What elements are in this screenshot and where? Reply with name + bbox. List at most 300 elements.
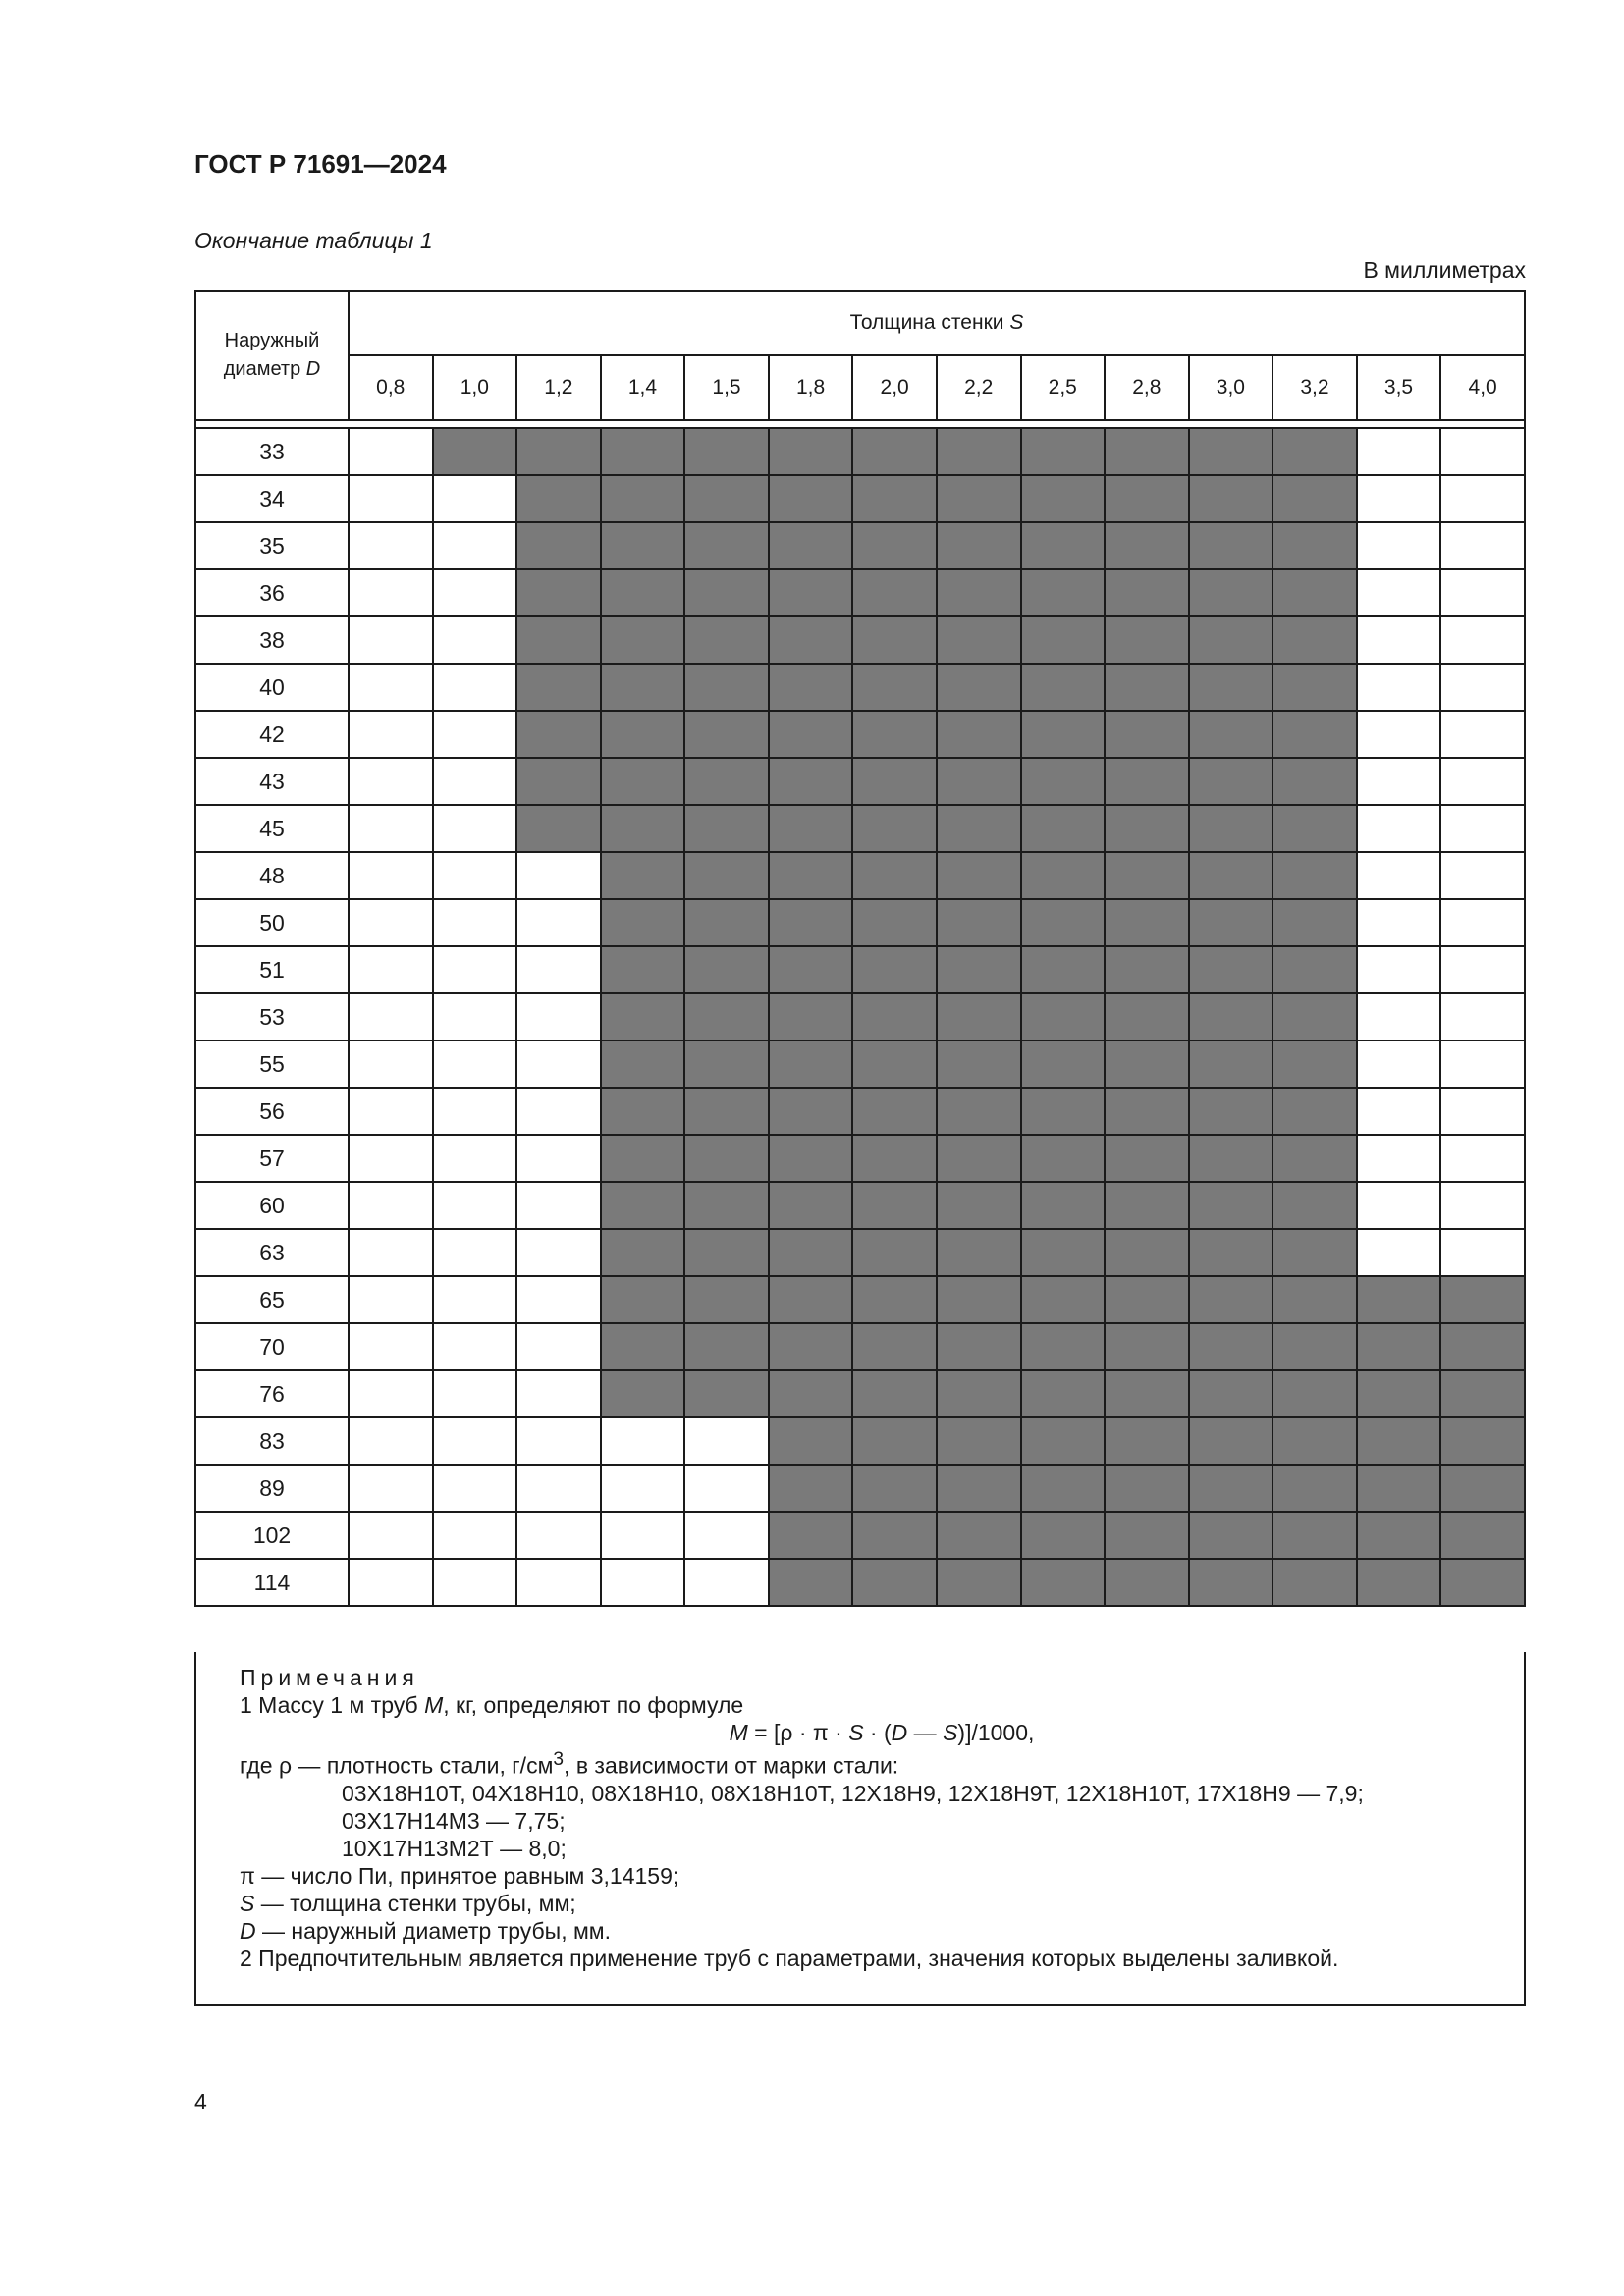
thickness-header-cell: 1,5: [684, 355, 769, 420]
note-1: 1 Массу 1 м труб M, кг, определяют по формуле: [240, 1692, 744, 1718]
preferred-cell: [1272, 1559, 1357, 1606]
note-2: 2 Предпочтительным является применение труб с параметрами, значения которых выделены заливкой.: [240, 1945, 1339, 1971]
preferred-cell: [1189, 946, 1273, 993]
preferred-cell: [852, 1370, 937, 1417]
preferred-cell: [433, 428, 517, 475]
preferred-cell: [1021, 428, 1106, 475]
preferred-cell: [769, 1512, 853, 1559]
preferred-cell: [1440, 1417, 1525, 1465]
preferred-cell: [769, 1323, 853, 1370]
preferred-cell: [1272, 1276, 1357, 1323]
empty-cell: [1357, 428, 1441, 475]
preferred-cell: [769, 805, 853, 852]
preferred-cell: [601, 1088, 685, 1135]
empty-cell: [1357, 805, 1441, 852]
empty-cell: [433, 1323, 517, 1370]
preferred-cell: [684, 1041, 769, 1088]
preferred-cell: [937, 1323, 1021, 1370]
preferred-cell: [684, 569, 769, 616]
empty-cell: [1357, 758, 1441, 805]
preferred-cell: [1105, 1182, 1189, 1229]
empty-cell: [433, 1465, 517, 1512]
preferred-cell: [852, 569, 937, 616]
preferred-cell: [937, 1276, 1021, 1323]
thickness-header-cell: 3,5: [1357, 355, 1441, 420]
empty-cell: [1357, 1135, 1441, 1182]
preferred-cell: [516, 758, 601, 805]
table-row: [195, 1417, 1525, 1465]
pi-definition: π — число Пи, принятое равным 3,14159;: [240, 1862, 679, 1889]
preferred-cell: [1272, 993, 1357, 1041]
empty-cell: [1357, 616, 1441, 664]
preferred-cell: [852, 1512, 937, 1559]
diameter-cell: 38: [195, 616, 349, 664]
preferred-cell: [1189, 1088, 1273, 1135]
preferred-cell: [1189, 1512, 1273, 1559]
preferred-cell: [852, 1135, 937, 1182]
preferred-cell: [684, 852, 769, 899]
diameter-cell: 40: [195, 664, 349, 711]
table-row: [195, 1512, 1525, 1559]
preferred-cell: [1357, 1323, 1441, 1370]
preferred-cell: [1272, 1370, 1357, 1417]
preferred-cell: [1189, 1417, 1273, 1465]
empty-cell: [433, 1559, 517, 1606]
preferred-cell: [769, 899, 853, 946]
preferred-cell: [937, 711, 1021, 758]
preferred-cell: [769, 946, 853, 993]
preferred-cell: [1105, 711, 1189, 758]
preferred-cell: [601, 475, 685, 522]
preferred-cell: [1021, 1276, 1106, 1323]
preferred-cell: [769, 711, 853, 758]
preferred-cell: [937, 1559, 1021, 1606]
preferred-cell: [601, 1229, 685, 1276]
empty-cell: [1440, 805, 1525, 852]
preferred-cell: [1189, 1182, 1273, 1229]
empty-cell: [349, 1559, 433, 1606]
preferred-cell: [684, 1370, 769, 1417]
preferred-cell: [769, 993, 853, 1041]
preferred-cell: [1189, 805, 1273, 852]
empty-cell: [601, 1465, 685, 1512]
preferred-cell: [1105, 993, 1189, 1041]
preferred-cell: [1105, 1041, 1189, 1088]
preferred-cell: [852, 758, 937, 805]
preferred-cell: [852, 1276, 937, 1323]
table-row: [195, 1182, 1525, 1229]
diameter-cell: 50: [195, 899, 349, 946]
preferred-cell: [1189, 899, 1273, 946]
preferred-cell: [1021, 852, 1106, 899]
preferred-cell: [1272, 664, 1357, 711]
table-row: [195, 664, 1525, 711]
preferred-cell: [1021, 1465, 1106, 1512]
preferred-cell: [1357, 1559, 1441, 1606]
table-header: [195, 291, 1525, 420]
empty-cell: [1357, 711, 1441, 758]
table-row: [195, 1135, 1525, 1182]
preferred-cell: [1189, 1559, 1273, 1606]
preferred-cell: [1272, 616, 1357, 664]
preferred-cell: [937, 1041, 1021, 1088]
table-row: [195, 805, 1525, 852]
empty-cell: [1357, 1229, 1441, 1276]
preferred-cell: [852, 1417, 937, 1465]
preferred-cell: [601, 569, 685, 616]
preferred-cell: [769, 522, 853, 569]
preferred-cell: [1440, 1276, 1525, 1323]
preferred-cell: [1272, 1041, 1357, 1088]
empty-cell: [1440, 1088, 1525, 1135]
preferred-cell: [852, 852, 937, 899]
preferred-cell: [1440, 1559, 1525, 1606]
preferred-cell: [601, 522, 685, 569]
empty-cell: [1357, 946, 1441, 993]
preferred-cell: [1357, 1512, 1441, 1559]
empty-cell: [1357, 569, 1441, 616]
thickness-header-cell: 2,2: [937, 355, 1021, 420]
empty-cell: [433, 664, 517, 711]
s-header-label: Толщина стенки: [849, 311, 1004, 334]
empty-cell: [349, 711, 433, 758]
preferred-cell: [1272, 1229, 1357, 1276]
preferred-cell: [1272, 522, 1357, 569]
preferred-cell: [1105, 475, 1189, 522]
empty-cell: [1440, 852, 1525, 899]
preferred-cell: [1021, 993, 1106, 1041]
empty-cell: [684, 1512, 769, 1559]
table-row: [195, 1370, 1525, 1417]
table-row: [195, 1276, 1525, 1323]
preferred-cell: [684, 475, 769, 522]
preferred-cell: [769, 1041, 853, 1088]
table-row: [195, 711, 1525, 758]
table-row: [195, 1041, 1525, 1088]
preferred-cell: [1021, 1135, 1106, 1182]
diameter-cell: 53: [195, 993, 349, 1041]
empty-cell: [349, 664, 433, 711]
preferred-cell: [1189, 664, 1273, 711]
preferred-cell: [516, 664, 601, 711]
preferred-cell: [1189, 1135, 1273, 1182]
preferred-cell: [769, 758, 853, 805]
preferred-cell: [601, 899, 685, 946]
empty-cell: [349, 475, 433, 522]
empty-cell: [1357, 1041, 1441, 1088]
preferred-cell: [684, 616, 769, 664]
steel-grades-2: 03Х17Н14М3 — 7,75;: [342, 1807, 566, 1834]
preferred-cell: [852, 993, 937, 1041]
wall-thickness-header: [349, 291, 1525, 355]
preferred-cell: [684, 1323, 769, 1370]
empty-cell: [1357, 522, 1441, 569]
preferred-cell: [1272, 1135, 1357, 1182]
table-row: [195, 993, 1525, 1041]
thickness-header-cell: 1,8: [769, 355, 853, 420]
empty-cell: [433, 899, 517, 946]
empty-cell: [516, 1370, 601, 1417]
diameter-cell: 89: [195, 1465, 349, 1512]
preferred-cell: [601, 993, 685, 1041]
preferred-cell: [1440, 1512, 1525, 1559]
thickness-header-cell: 2,5: [1021, 355, 1106, 420]
preferred-cell: [937, 522, 1021, 569]
preferred-cell: [937, 1229, 1021, 1276]
preferred-cell: [937, 899, 1021, 946]
empty-cell: [433, 946, 517, 993]
density-definition: где ρ — плотность стали, $г/см^3$, в зависимости от марки стали:: [240, 1749, 899, 1779]
preferred-cell: [1021, 1370, 1106, 1417]
preferred-cell: [1357, 1417, 1441, 1465]
preferred-cell: [1105, 1512, 1189, 1559]
diameter-cell: 45: [195, 805, 349, 852]
preferred-cell: [1189, 1323, 1273, 1370]
preferred-cell: [1272, 1512, 1357, 1559]
preferred-cell: [1021, 664, 1106, 711]
preferred-cell: [601, 1370, 685, 1417]
empty-cell: [1440, 1182, 1525, 1229]
empty-cell: [516, 1465, 601, 1512]
preferred-cell: [1021, 616, 1106, 664]
empty-cell: [516, 946, 601, 993]
thickness-header-cell: 0,8: [349, 355, 433, 420]
diameter-cell: 102: [195, 1512, 349, 1559]
preferred-cell: [684, 711, 769, 758]
empty-cell: [516, 1088, 601, 1135]
preferred-cell: [1105, 1417, 1189, 1465]
empty-cell: [1440, 1041, 1525, 1088]
preferred-cell: [852, 1088, 937, 1135]
preferred-cell: [1272, 758, 1357, 805]
preferred-cell: [852, 616, 937, 664]
preferred-cell: [852, 475, 937, 522]
preferred-cell: [601, 711, 685, 758]
table-row: [195, 522, 1525, 569]
preferred-cell: [852, 1323, 937, 1370]
preferred-cell: [769, 1417, 853, 1465]
empty-cell: [349, 1229, 433, 1276]
preferred-cell: [852, 805, 937, 852]
empty-cell: [684, 1465, 769, 1512]
preferred-cell: [684, 899, 769, 946]
preferred-cell: [937, 993, 1021, 1041]
preferred-cell: [1189, 522, 1273, 569]
empty-cell: [516, 852, 601, 899]
empty-cell: [1440, 569, 1525, 616]
table-row: [195, 616, 1525, 664]
empty-cell: [516, 1323, 601, 1370]
preferred-cell: [937, 616, 1021, 664]
diameter-cell: 63: [195, 1229, 349, 1276]
preferred-cell: [1189, 1276, 1273, 1323]
preferred-cell: [1357, 1370, 1441, 1417]
preferred-cell: [1440, 1323, 1525, 1370]
notes-heading: Примечания: [240, 1665, 419, 1690]
preferred-cell: [684, 1229, 769, 1276]
empty-cell: [349, 805, 433, 852]
units-label: В миллиметрах: [1363, 257, 1526, 283]
thickness-header-cell: 1,4: [601, 355, 685, 420]
empty-cell: [349, 1088, 433, 1135]
empty-cell: [349, 1465, 433, 1512]
empty-cell: [516, 1276, 601, 1323]
outer-diameter-header: [195, 291, 349, 420]
preferred-cell: [516, 569, 601, 616]
preferred-cell: [601, 1276, 685, 1323]
empty-cell: [349, 1182, 433, 1229]
preferred-cell: [1105, 1276, 1189, 1323]
preferred-cell: [852, 1559, 937, 1606]
preferred-cell: [1021, 1417, 1106, 1465]
empty-cell: [1440, 899, 1525, 946]
table-row: [195, 569, 1525, 616]
preferred-cell: [1189, 993, 1273, 1041]
empty-cell: [1357, 993, 1441, 1041]
preferred-cell: [684, 993, 769, 1041]
d-header-line2: диаметр: [223, 358, 301, 380]
preferred-cell: [769, 1135, 853, 1182]
preferred-cell: [684, 1088, 769, 1135]
preferred-cell: [1021, 1041, 1106, 1088]
empty-cell: [433, 1512, 517, 1559]
table-notes: [194, 1652, 1526, 2006]
empty-cell: [1440, 664, 1525, 711]
preferred-cell: [852, 428, 937, 475]
preferred-cell: [769, 1559, 853, 1606]
preferred-cell: [684, 1182, 769, 1229]
empty-cell: [516, 1041, 601, 1088]
preferred-cell: [601, 1041, 685, 1088]
empty-cell: [1440, 428, 1525, 475]
empty-cell: [433, 522, 517, 569]
preferred-cell: [769, 1370, 853, 1417]
diameter-cell: 34: [195, 475, 349, 522]
preferred-cell: [937, 1088, 1021, 1135]
preferred-cell: [769, 475, 853, 522]
mass-formula: M = [ρ · π · S · (D — S)]/1000,: [729, 1720, 1035, 1745]
empty-cell: [433, 758, 517, 805]
diameter-cell: 60: [195, 1182, 349, 1229]
empty-cell: [516, 1417, 601, 1465]
preferred-cell: [769, 569, 853, 616]
preferred-cell: [1021, 946, 1106, 993]
preferred-cell: [1440, 1370, 1525, 1417]
preferred-cell: [937, 805, 1021, 852]
empty-cell: [684, 1559, 769, 1606]
steel-grades-1: 03Х18Н10Т, 04Х18Н10, 08Х18Н10, 08Х18Н10Т, 12Х18Н9, 12Х18Н9Т, 12Х18Н10Т, 17Х18Н9 — 7,9;: [342, 1780, 1364, 1806]
empty-cell: [433, 569, 517, 616]
table-row: [195, 899, 1525, 946]
empty-cell: [601, 1512, 685, 1559]
thickness-header-cell: 3,2: [1272, 355, 1357, 420]
preferred-cell: [937, 852, 1021, 899]
diameter-cell: 55: [195, 1041, 349, 1088]
preferred-cell: [1105, 522, 1189, 569]
preferred-cell: [1105, 1088, 1189, 1135]
thickness-header-cell: 3,0: [1189, 355, 1273, 420]
table-row: [195, 1323, 1525, 1370]
empty-cell: [433, 1229, 517, 1276]
preferred-cell: [1272, 1182, 1357, 1229]
empty-cell: [433, 805, 517, 852]
empty-cell: [433, 852, 517, 899]
empty-cell: [1357, 664, 1441, 711]
empty-cell: [1440, 522, 1525, 569]
preferred-cell: [1105, 616, 1189, 664]
preferred-cell: [769, 852, 853, 899]
table-row: [195, 946, 1525, 993]
preferred-cell: [937, 475, 1021, 522]
empty-cell: [433, 1276, 517, 1323]
empty-cell: [516, 1229, 601, 1276]
empty-cell: [1357, 1088, 1441, 1135]
preferred-cell: [684, 522, 769, 569]
empty-cell: [349, 522, 433, 569]
preferred-cell: [852, 899, 937, 946]
table-body: [195, 420, 1525, 1606]
preferred-cell: [1021, 899, 1106, 946]
diameter-cell: 83: [195, 1417, 349, 1465]
empty-cell: [349, 616, 433, 664]
preferred-cell: [684, 1135, 769, 1182]
empty-cell: [349, 1041, 433, 1088]
empty-cell: [349, 428, 433, 475]
d-header-symbol: D: [305, 358, 321, 380]
empty-cell: [1440, 993, 1525, 1041]
preferred-cell: [684, 1276, 769, 1323]
preferred-cell: [1021, 569, 1106, 616]
empty-cell: [433, 1041, 517, 1088]
thickness-header-cell: 2,8: [1105, 355, 1189, 420]
preferred-cell: [1272, 1323, 1357, 1370]
preferred-cell: [1105, 1323, 1189, 1370]
empty-cell: [1440, 1229, 1525, 1276]
thickness-header-cell: 2,0: [852, 355, 937, 420]
empty-cell: [684, 1417, 769, 1465]
table-row: [195, 1465, 1525, 1512]
d-header-line1: Наружный: [224, 330, 320, 351]
preferred-cell: [601, 428, 685, 475]
preferred-cell: [1021, 711, 1106, 758]
diameter-cell: 42: [195, 711, 349, 758]
preferred-cell: [1189, 758, 1273, 805]
preferred-cell: [1021, 1323, 1106, 1370]
preferred-cell: [769, 428, 853, 475]
preferred-cell: [1272, 711, 1357, 758]
diameter-cell: 43: [195, 758, 349, 805]
preferred-cell: [1105, 852, 1189, 899]
preferred-cell: [1105, 946, 1189, 993]
empty-cell: [1357, 852, 1441, 899]
empty-cell: [349, 1417, 433, 1465]
diameter-cell: 57: [195, 1135, 349, 1182]
preferred-cell: [1105, 569, 1189, 616]
empty-cell: [516, 993, 601, 1041]
preferred-cell: [601, 805, 685, 852]
empty-cell: [349, 758, 433, 805]
empty-cell: [349, 993, 433, 1041]
empty-cell: [1357, 475, 1441, 522]
preferred-cell: [684, 758, 769, 805]
empty-cell: [1440, 1135, 1525, 1182]
preferred-cell: [516, 616, 601, 664]
preferred-cell: [852, 1229, 937, 1276]
preferred-cell: [852, 711, 937, 758]
preferred-cell: [1272, 852, 1357, 899]
empty-cell: [433, 993, 517, 1041]
diameter-cell: 36: [195, 569, 349, 616]
